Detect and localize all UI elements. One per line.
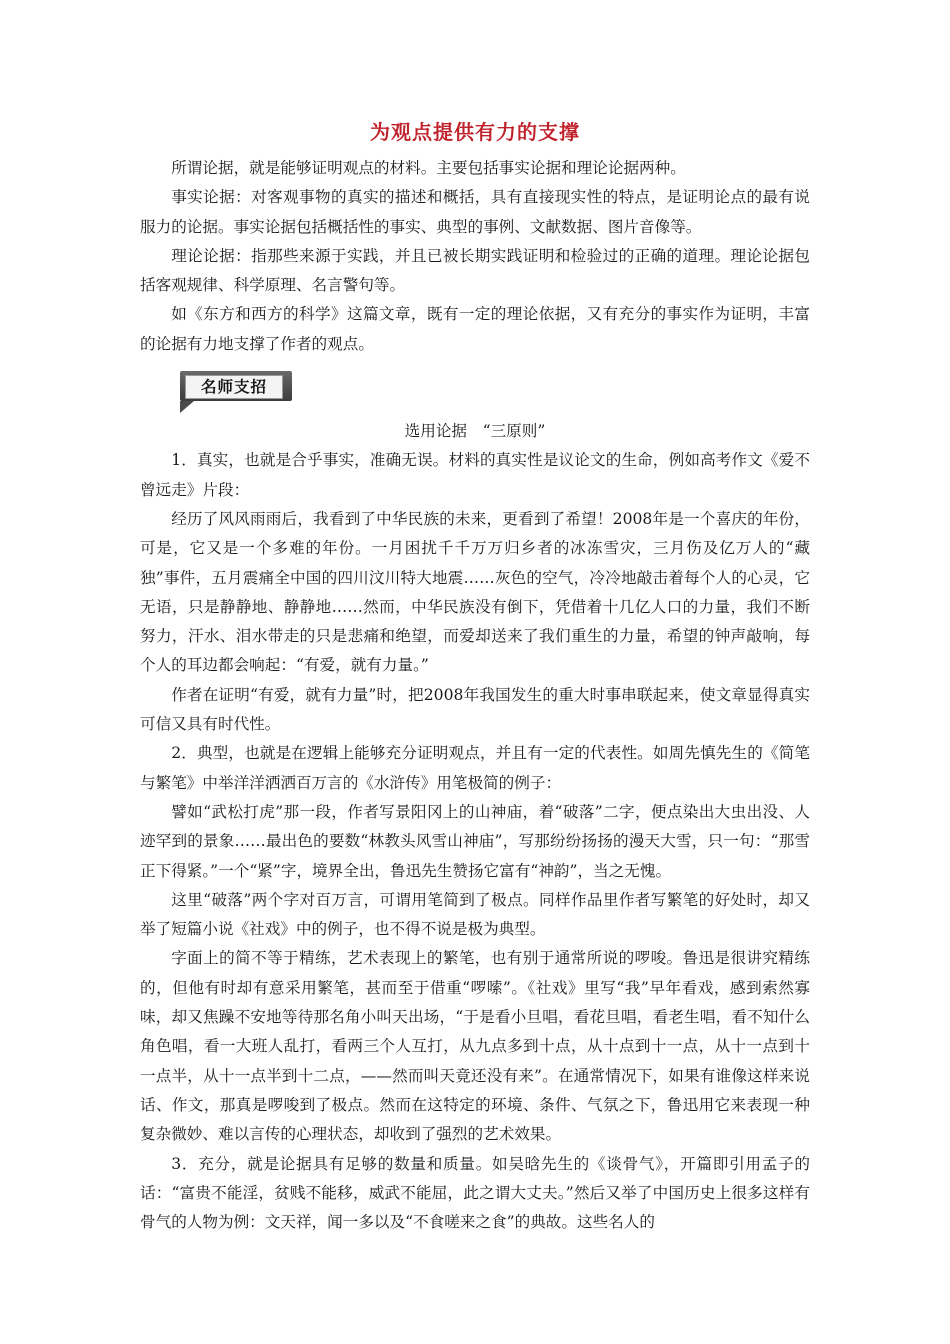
body-paragraph: 经历了风风雨雨后，我看到了中华民族的未来，更看到了希望！2008年是一个喜庆的年份，可是，它又是一个多难的年份。一月困扰千千万万归乡者的冰冻雪灾，三月伤及亿万人的“藏独”事件，五月震痛全中国的四川汶川特大地震……灰色的空气，冷冷地敲击着每个人的心灵，它无语，只是静静地、静静地……然而，中华民族没有倒下，凭借着十几亿人口的力量，我们不断努力，汗水、泪水带走的只是悲痛和绝望，而爱却送来了我们重生的力量，希望的钟声敲响，每个人的耳边都会响起：“有爱，就有力量。” xyxy=(140,509,810,675)
badge-frame xyxy=(180,371,292,401)
intro-paragraph: 所谓论据，就是能够证明观点的材料。主要包括事实论据和理论论据两种。 xyxy=(171,159,686,177)
body-paragraph: 这里“破落”两个字对百万言，可谓用笔简到了极点。同样作品里作者写繁笔的好处时，却又举了短篇小说《社戏》中的例子，也不得不说是极为典型。 xyxy=(140,890,810,939)
intro-paragraph: 事实论据：对客观事物的真实的描述和概括，具有直接现实性的特点，是证明论点的最有说服力的论据。事实论据包括概括性的事实、典型的事例、文献数据、图片音像等。 xyxy=(140,188,810,236)
page-title: 为观点提供有力的支撑 xyxy=(370,120,580,144)
body-paragraph: 字面上的简不等于精练，艺术表现上的繁笔，也有别于通常所说的啰唆。鲁迅是很讲究精练的，但他有时却有意采用繁笔，甚而至于借重“啰嗦”。《社戏》里写“我”早年看戏，感到索然寡味，却又焦躁不安地等待那名角小叫天出场，“于是看小旦唱，看花旦唱，看老生唱，看不知什么角色唱，看一大班人乱打，看两三个人互打，从九点多到十点，从十点到十一点，从十一点到十一点半，从十一点半到十二点，——然而叫天竟还没有来”。在通常情况下，如果有谁像这样来说话、作文，那真是啰唆到了极点。然而在这特定的环境、条件、气氛之下，鲁迅用它来表现一种复杂微妙、难以言传的心理状态，却收到了强烈的艺术效果。 xyxy=(140,949,810,1144)
body-paragraph: 作者在证明“有爱，就有力量”时，把2008年我国发生的重大时事串联起来，使文章显得真实可信又具有时代性。 xyxy=(140,685,810,734)
intro-paragraph: 理论论据：指那些来源于实践，并且已被长期实践证明和检验过的正确的道理。理论论据包括客观规律、科学原理、名言警句等。 xyxy=(140,246,810,295)
body-paragraph: 1．真实，也就是合乎事实，准确无误。材料的真实性是议论文的生命，例如高考作文《爱不曾远走》片段： xyxy=(140,451,810,499)
body-paragraph: 譬如“武松打虎”那一段，作者写景阳冈上的山神庙，着“破落”二字，便点染出大虫出没、人迹罕到的景象……最出色的要数“林教头风雪山神庙”，写那纷纷扬扬的漫天大雪，只一句：“那雪正下得紧。”一个“紧”字，境界全出，鲁迅先生赞扬它富有“神韵”，当之无愧。 xyxy=(140,802,810,880)
intro-paragraph: 如《东方和西方的科学》这篇文章，既有一定的理论依据，又有充分的事实作为证明，丰富的论据有力地支撑了作者的观点。 xyxy=(140,305,810,353)
badge-label: 名师支招 xyxy=(185,375,283,399)
tips-badge xyxy=(180,371,810,415)
body-paragraph: 2．典型，也就是在逻辑上能够充分证明观点，并且有一定的代表性。如周先慎先生的《简笔与繁笔》中举洋洋洒洒百万言的《水浒传》用笔极简的例子： xyxy=(140,744,810,792)
body-paragraph: 3．充分，就是论据具有足够的数量和质量。如吴晗先生的《谈骨气》，开篇即引用孟子的话：“富贵不能淫，贫贱不能移，威武不能屈，此之谓大丈夫。”然后又举了中国历史上很多这样有骨气的人物为例：文天祥，闻一多以及“不食嗟来之食”的典故。这些名人的 xyxy=(140,1154,810,1232)
badge-tail-decoration xyxy=(180,401,194,413)
section-subtitle: 选用论据 “三原则” xyxy=(404,422,546,441)
